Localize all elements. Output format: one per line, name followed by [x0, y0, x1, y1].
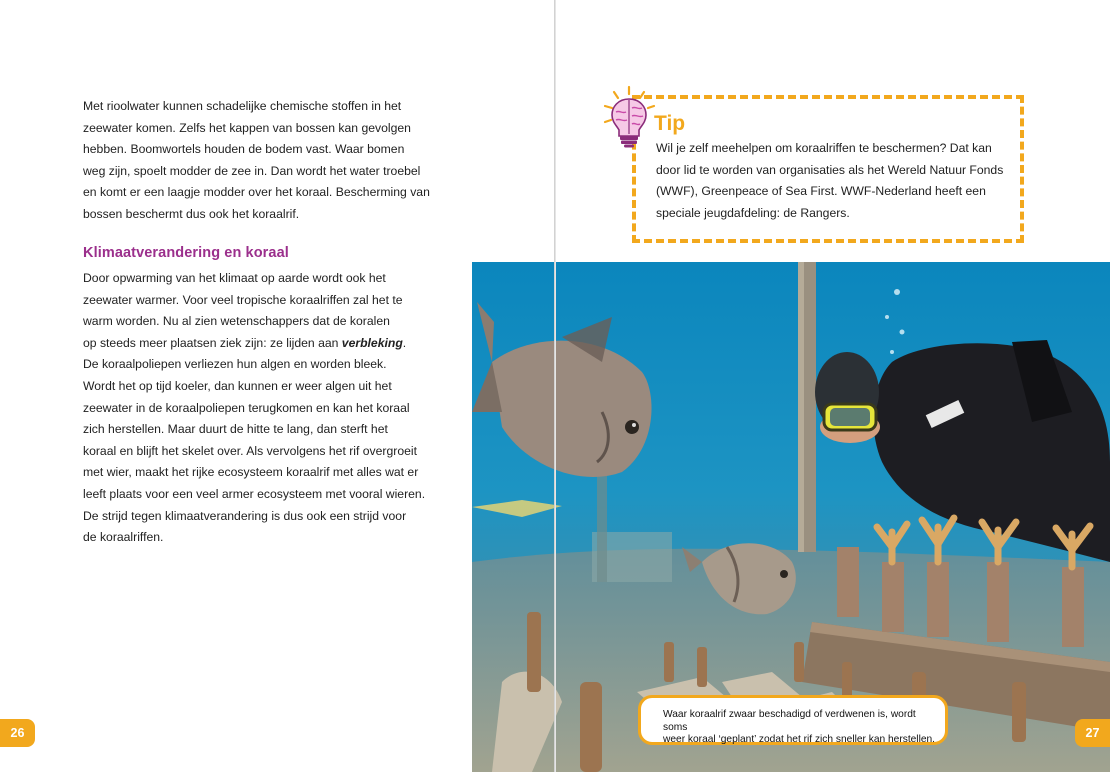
- text-line: Door opwarming van het klimaat op aarde wordt ook het: [83, 271, 386, 285]
- text-line: zich herstellen. Maar duurt de hitte te lang, dan sterft het: [83, 422, 388, 437]
- text-fragment: op steeds meer plaatsen ziek zijn: ze lijden aan: [83, 335, 342, 350]
- text-line: speciale jeugdafdeling: de Rangers.: [656, 205, 850, 220]
- text-line: de koraalriffen.: [83, 530, 164, 545]
- text-line: zeewater in de koraalpoliepen terugkomen en kan het koraal: [83, 400, 410, 415]
- text-line: Waar koraalrif zwaar beschadigd of verdwenen is, wordt soms: [663, 709, 916, 733]
- climate-paragraph: [83, 268, 433, 549]
- photo-caption: [638, 695, 948, 745]
- book-gutter: [554, 0, 556, 772]
- emphasis-term: verbleking: [341, 335, 403, 350]
- text-line: De koraalpoliepen verliezen hun algen en worden bleek.: [83, 357, 387, 372]
- text-line: warm worden. Nu al zien wetenschappers dat de koralen: [83, 314, 390, 329]
- text-line: Met rioolwater kunnen schadelijke chemische stoffen in het: [83, 99, 402, 113]
- page-number-left: 26: [0, 719, 35, 747]
- page-number-right: 27: [1075, 719, 1110, 747]
- text-line: zeewater warmer. Voor veel tropische koraalriffen zal het te: [83, 292, 403, 307]
- text-line: weer koraal ‘geplant’ zodat het rif zich sneller kan herstellen.: [663, 734, 935, 745]
- tip-text: [656, 138, 1012, 224]
- section-heading: Klimaatverandering en koraal: [83, 245, 289, 261]
- text-line: zeewater komen. Zelfs het kappen van bossen kan gevolgen: [83, 120, 411, 135]
- text-line: koraal en blijft het skelet over. Als vervolgens het rif overgroeit: [83, 443, 417, 458]
- text-line: De strijd tegen klimaatverandering is dus ook een strijd voor: [83, 508, 407, 523]
- intro-paragraph: [83, 96, 433, 226]
- text-line: leeft plaats voor een veel armer ecosysteem met vooral wieren.: [83, 486, 426, 501]
- text-line: met wier, maakt het rijke ecosysteem koraalrif met alles wat er: [83, 465, 419, 480]
- text-line: en komt er een laagje modder over het koraal. Bescherming van: [83, 185, 430, 200]
- text-line: door lid te worden van organisaties als het Wereld Natuur Fonds: [656, 162, 1004, 177]
- text-fragment: .: [402, 335, 407, 350]
- text-line: hebben. Boomwortels houden de bodem vast. Waar bomen: [83, 142, 405, 157]
- text-line: Wordt het op tijd koeler, dan kunnen er weer algen uit het: [83, 378, 392, 393]
- text-line: weg zijn, spoelt modder de zee in. Dan wordt het water troebel: [83, 163, 421, 178]
- text-line: Wil je zelf meehelpen om koraalriffen te beschermen? Dat kan: [656, 141, 992, 155]
- lightbulb-brain-icon: [602, 84, 660, 148]
- text-line: [83, 333, 433, 355]
- text-line: (WWF), Greenpeace of Sea First. WWF-Nederland heeft een: [656, 184, 986, 199]
- text-line: bossen beschermt dus ook het koraalrif.: [83, 206, 300, 221]
- tip-label: Tip: [654, 112, 686, 135]
